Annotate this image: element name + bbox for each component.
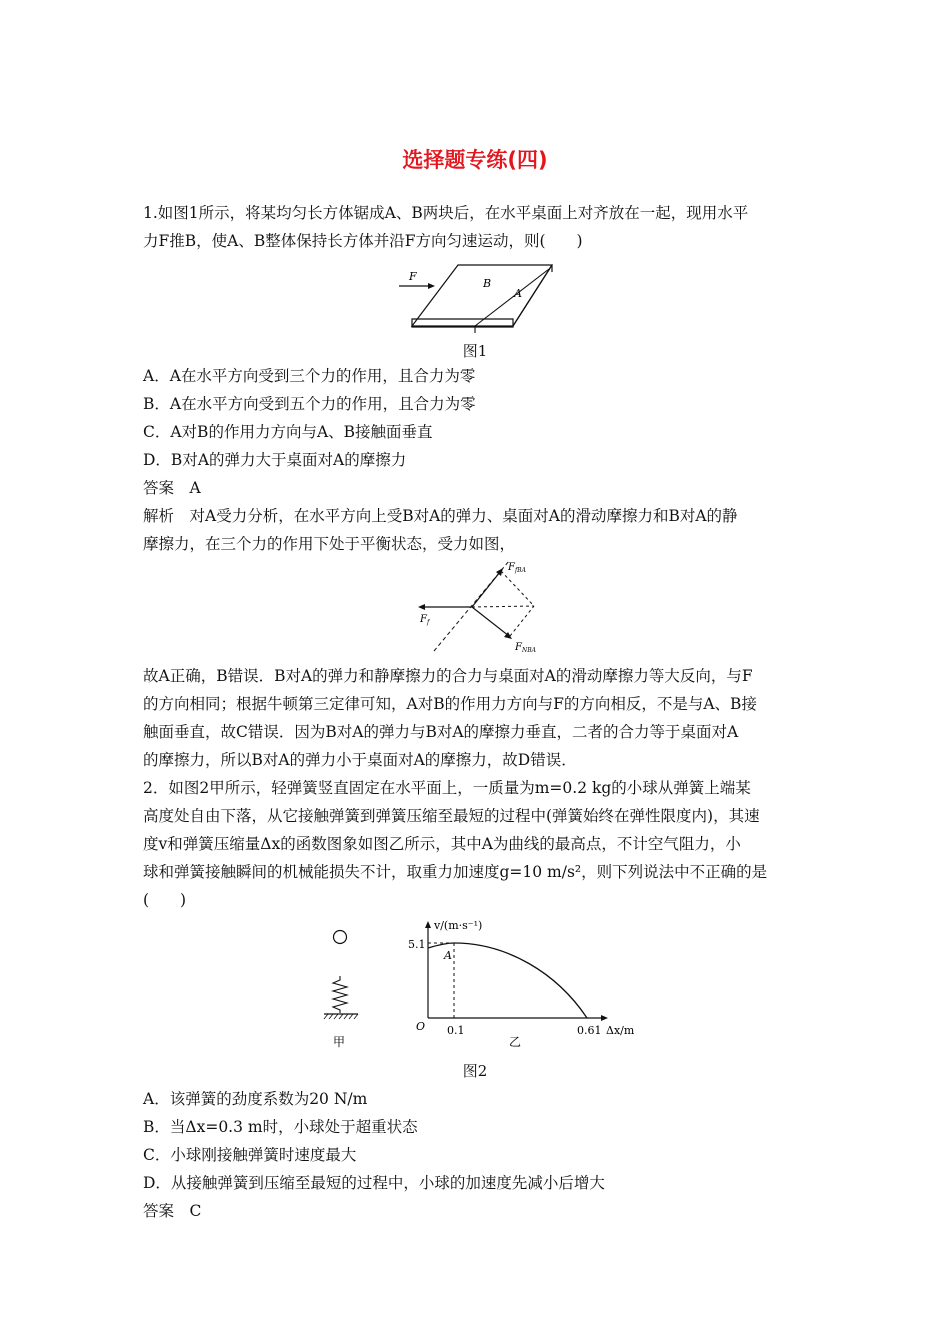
- graph-ylabel: v/(m·s⁻¹): [434, 919, 483, 932]
- q2-option-a: A．该弹簧的劲度系数为20 N/m: [143, 1090, 368, 1108]
- figure-1-block-diagram: [395, 258, 560, 333]
- q1-option-d: D．B对A的弹力大于桌面对A的摩擦力: [143, 451, 407, 469]
- q2-stem-line-4: 球和弹簧接触瞬间的机械能损失不计，取重力加速度g=10 m/s²，则下列说法中不正确的是: [143, 863, 768, 881]
- graph-point-a: A: [444, 949, 452, 962]
- q1-analysis-line-6: 的摩擦力，所以B对A的弹力小于桌面对A的摩擦力，故D错误．: [143, 751, 577, 769]
- label-yi: 乙: [509, 1035, 522, 1049]
- page-title: 选择题专练(四): [402, 148, 548, 172]
- q1-option-b: B．A在水平方向受到五个力的作用，且合力为零: [143, 395, 476, 413]
- graph-origin: O: [416, 1020, 426, 1033]
- q1-analysis-line-1: 解析 对A受力分析，在水平方向上受B对A的弹力、桌面对A的滑动摩擦力和B对A的静: [143, 507, 738, 525]
- force-fnba-label: F: [515, 642, 522, 653]
- q2-option-d: D．从接触弹簧到压缩至最短的过程中，小球的加速度先减小后增大: [143, 1174, 605, 1192]
- graph-y-tick: 5.1: [408, 938, 426, 951]
- figure-2-caption: 图2: [462, 1062, 488, 1080]
- force-ffba-subscript: fBA: [514, 567, 526, 574]
- q2-option-b: B．当Δx=0.3 m时，小球处于超重状态: [143, 1118, 418, 1136]
- figure-2: [312, 918, 652, 1053]
- q1-option-a: A．A在水平方向受到三个力的作用，且合力为零: [143, 367, 476, 385]
- q2-stem-line-5: ( ): [143, 891, 187, 909]
- q1-analysis-line-4: 的方向相同；根据牛顿第三定律可知，A对B的作用力方向与F的方向相反，不是与A、B接: [143, 695, 757, 713]
- q1-analysis-line-2: 摩擦力，在三个力的作用下处于平衡状态，受力如图，: [143, 535, 516, 553]
- q1-answer: 答案 A: [143, 479, 201, 497]
- svg-text:FfBA: [507, 562, 527, 574]
- label-jia: 甲: [333, 1035, 346, 1049]
- q2-stem-line-1: 2．如图2甲所示，轻弹簧竖直固定在水平面上，一质量为m=0.2 kg的小球从弹簧上端某: [143, 779, 751, 797]
- force-ff-label: F: [420, 614, 427, 625]
- q1-option-c: C．A对B的作用力方向与A、B接触面垂直: [143, 423, 433, 441]
- block-B-label: B: [483, 277, 492, 290]
- force-ff-subscript: f: [426, 619, 430, 626]
- q1-analysis-line-3: 故A正确，B错误．B对A的弹力和静摩擦力的合力与桌面对A的滑动摩擦力等大反向，与F: [143, 667, 753, 685]
- q2-stem-line-3: 度v和弹簧压缩量Δx的函数图象如图乙所示，其中A为曲线的最高点，不计空气阻力，小: [143, 835, 741, 853]
- graph-x-tick-2: 0.61: [577, 1024, 602, 1037]
- force-diagram: [412, 556, 552, 656]
- ball-icon: [334, 931, 347, 944]
- force-ffba-label: F: [508, 562, 515, 573]
- graph-xlabel: Δx/m: [606, 1024, 635, 1037]
- svg-text:Ff: [419, 614, 431, 626]
- spring-icon: [333, 976, 347, 1013]
- graph-x-tick-1: 0.1: [447, 1024, 465, 1037]
- q2-option-c: C．小球刚接触弹簧时速度最大: [143, 1146, 357, 1164]
- q1-stem-line-1: 1.如图1所示，将某均匀长方体锯成A、B两块后，在水平桌面上对齐放在一起，现用水平: [143, 204, 749, 222]
- block-A-label: A: [514, 287, 522, 300]
- figure-1-caption: 图1: [462, 342, 488, 360]
- ground-hatch: [324, 1014, 358, 1019]
- q1-stem-line-2: 力F推B，使A、B整体保持长方体并沿F方向匀速运动，则( ): [143, 232, 583, 250]
- q1-analysis-line-5: 触面垂直，故C错误．因为B对A的弹力与B对A的摩擦力垂直，二者的合力等于桌面对A: [143, 723, 739, 741]
- q2-stem-line-2: 高度处自由下落，从它接触弹簧到弹簧压缩至最短的过程中(弹簧始终在弹性限度内)，其速: [143, 807, 760, 825]
- force-F-label: F: [409, 270, 417, 283]
- q2-answer: 答案 C: [143, 1202, 202, 1220]
- svg-text:FNBA: [514, 642, 537, 654]
- force-fnba-subscript: NBA: [521, 647, 536, 654]
